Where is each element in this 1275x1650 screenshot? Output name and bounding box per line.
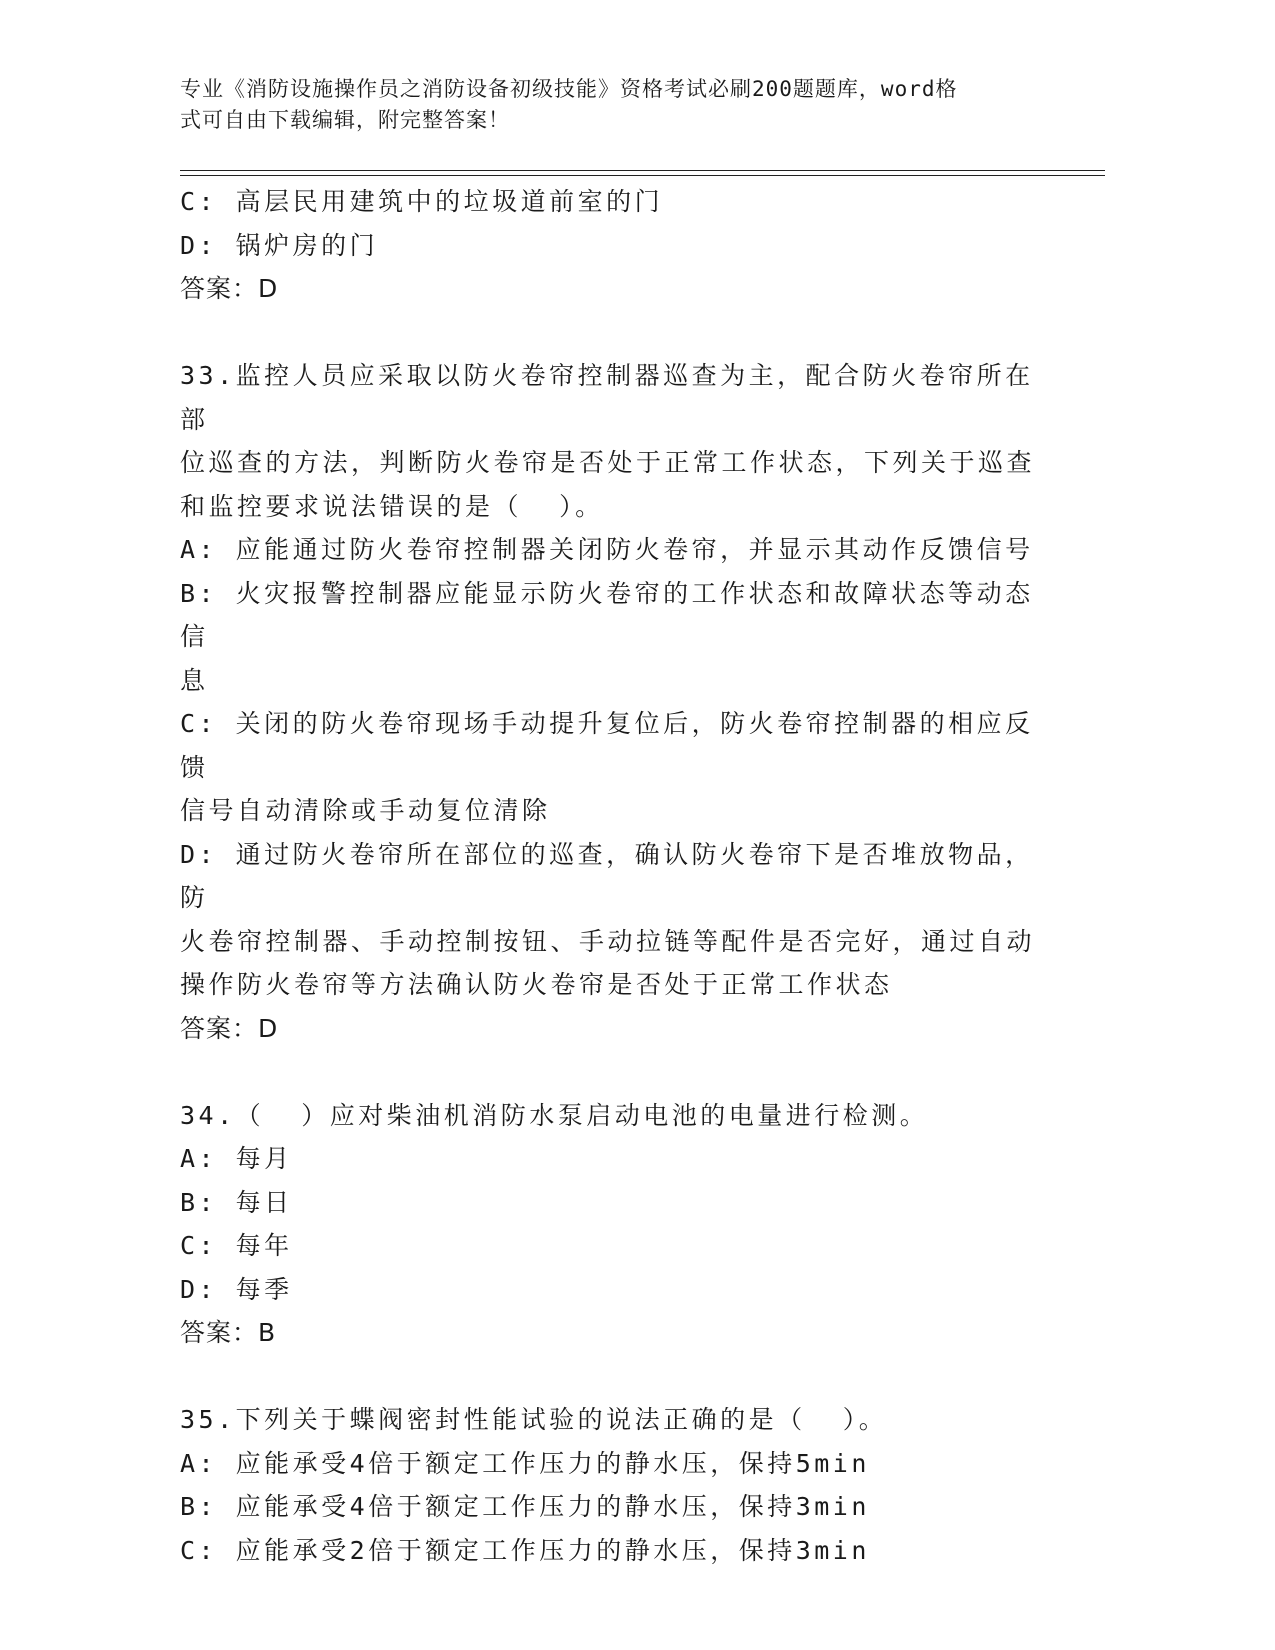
option-d-line: 操作防火卷帘等方法确认防火卷帘是否处于正常工作状态 — [180, 970, 893, 999]
question-32-continued — [180, 180, 1040, 311]
option-c: C: 应能承受2倍于额定工作压力的静水压，保持3min — [180, 1535, 870, 1565]
answer-label: 答案：D — [180, 274, 279, 303]
option-b-line: 息 — [180, 665, 209, 695]
option-c: C: 高层民用建筑中的垃圾道前室的门 — [180, 187, 664, 216]
question-35 — [180, 1398, 1040, 1572]
option-b: B: 每日 — [180, 1187, 293, 1217]
option-d-line: 火卷帘控制器、手动控制按钮、手动拉链等配件是否完好，通过自动 — [180, 926, 1036, 956]
header-line-2: 式可自由下载编辑，附完整答案！ — [180, 108, 510, 132]
option-b-line: B: 火灾报警控制器应能显示防火卷帘的工作状态和故障状态等动态信 — [180, 578, 1034, 651]
option-c: C: 每年 — [180, 1231, 293, 1260]
question-gap — [180, 311, 1040, 355]
option-d-line: D: 通过防火卷帘所在部位的巡查，确认防火卷帘下是否堆放物品，防 — [180, 839, 1034, 912]
option-c-line: C: 关闭的防火卷帘现场手动提升复位后，防火卷帘控制器的相应反馈 — [180, 709, 1034, 782]
option-c-line: 信号自动清除或手动复位清除 — [180, 796, 551, 825]
option-a: A: 应能承受4倍于额定工作压力的静水压，保持5min — [180, 1448, 870, 1478]
header-divider-bottom — [180, 175, 1105, 176]
header-divider-top — [180, 170, 1105, 171]
header-line-1: 专业《消防设施操作员之消防设备初级技能》资格考试必刷200题题库，word格 — [180, 77, 958, 101]
question-stem: 35.下列关于蝶阀密封性能试验的说法正确的是（ ）。 — [180, 1405, 888, 1434]
answer-label: 答案：D — [180, 1013, 279, 1043]
option-d: D: 锅炉房的门 — [180, 230, 379, 260]
question-gap — [180, 1050, 1040, 1094]
option-a: A: 应能通过防火卷帘控制器关闭防火卷帘，并显示其动作反馈信号 — [180, 535, 1034, 564]
option-a: A: 每月 — [180, 1144, 293, 1173]
question-stem-line: 位巡查的方法，判断防火卷帘是否处于正常工作状态，下列关于巡查 — [180, 448, 1036, 477]
question-stem: 34.（ ）应对柴油机消防水泵启动电池的电量进行检测。 — [180, 1100, 929, 1130]
question-stem-line: 33.监控人员应采取以防火卷帘控制器巡查为主，配合防火卷帘所在部 — [180, 361, 1034, 434]
question-list — [180, 180, 1040, 1572]
question-gap — [180, 1355, 1040, 1399]
option-d: D: 每季 — [180, 1274, 293, 1304]
question-34 — [180, 1094, 1040, 1355]
document-header — [180, 74, 1040, 136]
answer-label: 答案：B — [180, 1318, 277, 1347]
question-33 — [180, 354, 1040, 1050]
question-stem-line: 和监控要求说法错误的是（ ）。 — [180, 491, 604, 521]
option-b: B: 应能承受4倍于额定工作压力的静水压，保持3min — [180, 1492, 870, 1521]
